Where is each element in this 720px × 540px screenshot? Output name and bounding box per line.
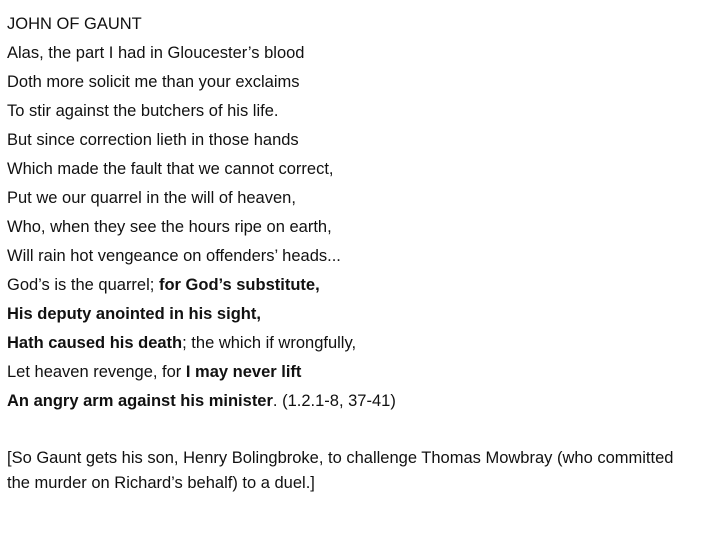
verse-line-10 <box>7 300 707 329</box>
verse-line-7: Who, when they see the hours ripe on earth, <box>7 218 332 236</box>
verse-line-2: Doth more solicit me than your exclaims <box>7 73 300 91</box>
quoted-passage <box>7 10 707 416</box>
verse-line-8: Will rain hot vengeance on offenders’ heads... <box>7 247 341 265</box>
verse-line-3: To stir against the butchers of his life. <box>7 102 279 120</box>
verse-line-10-bold: His deputy anointed in his sight, <box>7 305 261 323</box>
verse-line-9-plain: God’s is the quarrel; <box>7 276 159 294</box>
verse-line-1: Alas, the part I had in Gloucester’s blood <box>7 44 305 62</box>
speaker-name: JOHN OF GAUNT <box>7 15 142 33</box>
verse-line-6: Put we our quarrel in the will of heaven, <box>7 189 296 207</box>
verse-line-4: But since correction lieth in those hands <box>7 131 299 149</box>
verse-line-9-bold: for God’s substitute, <box>158 276 320 294</box>
verse-line-12-bold: I may never lift <box>185 363 302 381</box>
verse-line-13-citation: . (1.2.1-8, 37-41) <box>272 392 396 410</box>
verse-line-11-bold: Hath caused his death <box>7 334 183 352</box>
commentary-note: [So Gaunt gets his son, Henry Bolingbroke, to challenge Thomas Mowbray (who committed the murder on Richard’s behalf) to a duel.] <box>7 449 674 492</box>
verse-line-5: Which made the fault that we cannot correct, <box>7 160 334 178</box>
verse-line-13-bold: An angry arm against his minister <box>7 392 273 410</box>
verse-line-12 <box>7 358 707 387</box>
verse-line-13 <box>7 387 707 416</box>
verse-line-9 <box>7 271 707 300</box>
verse-line-11 <box>7 329 707 358</box>
verse-line-12-plain: Let heaven revenge, for <box>7 363 186 381</box>
verse-line-11-plain: ; the which if wrongfully, <box>182 334 357 352</box>
